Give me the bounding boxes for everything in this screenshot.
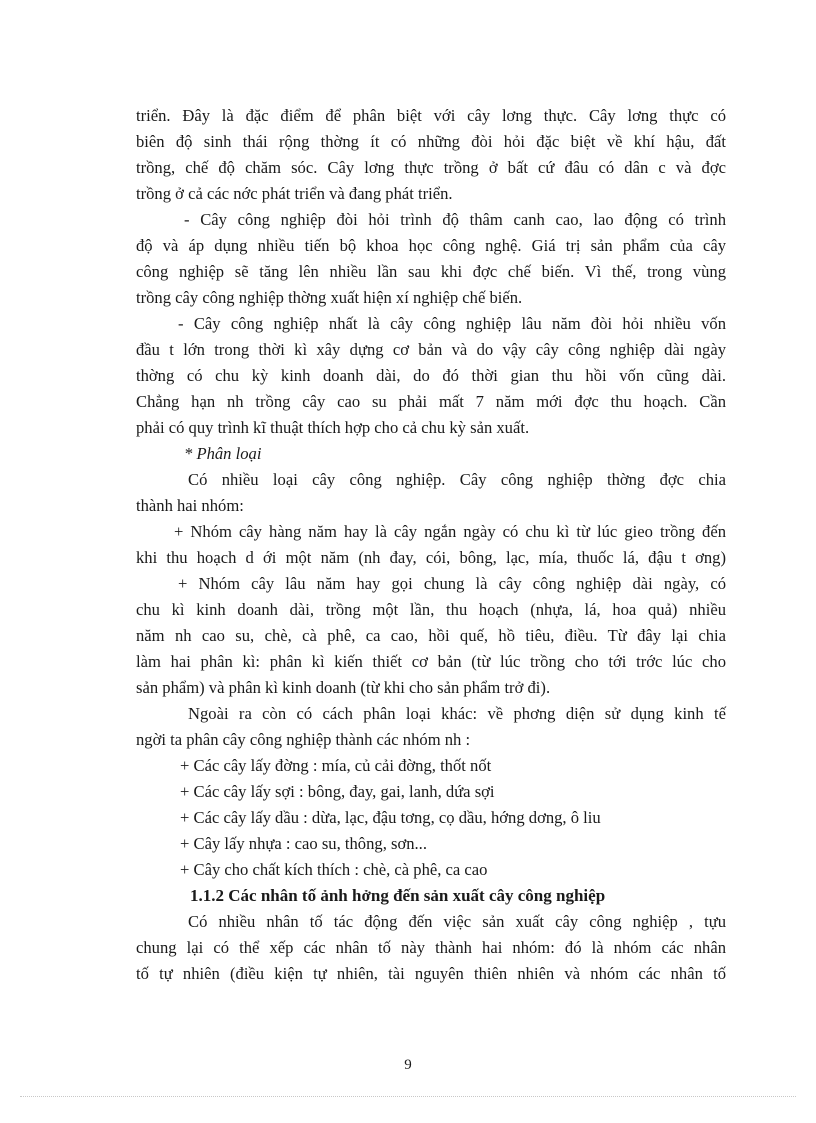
list-item: + Cây lấy nhựa : cao su, thông, sơn... <box>180 834 427 853</box>
body-text <box>136 103 726 987</box>
text-line: khi thu hoạch d ới một năm (nh đay, cói, bông, lạc, mía, thuốc lá, đậu t ơng) <box>136 548 726 567</box>
text-line: + Nhóm cây lâu năm hay gọi chung là cây công nghiệp dài ngày, có <box>178 574 726 593</box>
text-line: đầu t lớn trong thời kì xây dựng cơ bản và do vậy cây công nghiệp dài ngày <box>136 340 726 359</box>
text-line: tố tự nhiên (điều kiện tự nhiên, tài nguyên thiên nhiên và nhóm các nhân tố <box>136 964 726 983</box>
text-line: phải có quy trình kĩ thuật thích hợp cho cả chu kỳ sản xuất. <box>136 418 530 437</box>
text-line: triển. Đây là đặc điểm để phân biệt với cây lơng thực. Cây lơng thực có <box>136 106 726 125</box>
text-line: thờng có chu kỳ kinh doanh dài, do đó thời gian thu hồi vốn cũng dài. <box>136 366 726 385</box>
page-number: 9 <box>404 1057 412 1073</box>
text-line: - Cây công nghiệp nhất là cây công nghiệp lâu năm đòi hỏi nhiều vốn <box>178 314 726 333</box>
text-line: trồng, chế độ chăm sóc. Cây lơng thực trồng ở bất cứ đâu có dân c và đợc <box>136 158 726 177</box>
text-line: độ và áp dụng nhiều tiến bộ khoa học công nghệ. Giá trị sản phẩm của cây <box>136 236 726 255</box>
text-line: chu kì kinh doanh dài, trồng một lần, thu hoạch (nhựa, lá, hoa quả) nhiều <box>136 600 726 619</box>
list-item: + Các cây lấy dầu : dừa, lạc, đậu tơng, cọ dầu, hớng dơng, ô liu <box>180 808 601 827</box>
text-line: trồng ở cả các nớc phát triển và đang phát triển. <box>136 184 453 203</box>
text-line: Có nhiều loại cây công nghiệp. Cây công nghiệp thờng đợc chia <box>188 470 726 489</box>
text-line: thành hai nhóm: <box>136 496 244 515</box>
text-line: ngời ta phân cây công nghiệp thành các nhóm nh : <box>136 730 471 749</box>
text-line: trồng cây công nghiệp thờng xuất hiện xí nghiệp chế biến. <box>136 288 523 307</box>
section-label: * Phân loại <box>184 444 262 463</box>
text-line: Có nhiều nhân tố tác động đến việc sản xuất cây công nghiệp , tựu <box>188 912 726 931</box>
text-line: biên độ sinh thái rộng thờng ít có những đòi hỏi đặc biệt về khí hậu, đất <box>136 132 726 151</box>
text-line: năm nh cao su, chè, cà phê, ca cao, hồi quế, hồ tiêu, điều. Từ đây lại chia <box>136 626 726 645</box>
section-heading: 1.1.2 Các nhân tố ảnh hởng đến sản xuất cây công nghiệp <box>190 886 606 905</box>
text-line: làm hai phân kì: phân kì kiến thiết cơ bản (từ lúc trồng cho tới trớc lúc cho <box>136 652 726 671</box>
text-line: Chẳng hạn nh trồng cây cao su phải mất 7 năm mới đợc thu hoạch. Cần <box>136 392 726 411</box>
text-line: công nghiệp sẽ tăng lên nhiều lần sau khi đợc chế biến. Vì thế, trong vùng <box>136 262 726 281</box>
text-line: + Nhóm cây hàng năm hay là cây ngắn ngày có chu kì từ lúc gieo trồng đến <box>174 522 726 541</box>
text-line: Ngoài ra còn có cách phân loại khác: về phơng diện sử dụng kinh tế <box>188 704 726 723</box>
text-line: - Cây công nghiệp đòi hỏi trình độ thâm canh cao, lao động có trình <box>184 210 726 229</box>
text-line: chung lại có thể xếp các nhân tố này thành hai nhóm: đó là nhóm các nhân <box>136 938 726 957</box>
list-item: + Các cây lấy sợi : bông, đay, gai, lanh, dứa sợi <box>180 782 495 801</box>
footer-divider <box>20 1096 796 1097</box>
list-item: + Các cây lấy đờng : mía, củ cải đờng, thốt nốt <box>180 756 492 775</box>
text-line: sản phẩm) và phân kì kinh doanh (từ khi cho sản phẩm trở đi). <box>136 678 551 697</box>
list-item: + Cây cho chất kích thích : chè, cà phê, ca cao <box>180 860 488 879</box>
